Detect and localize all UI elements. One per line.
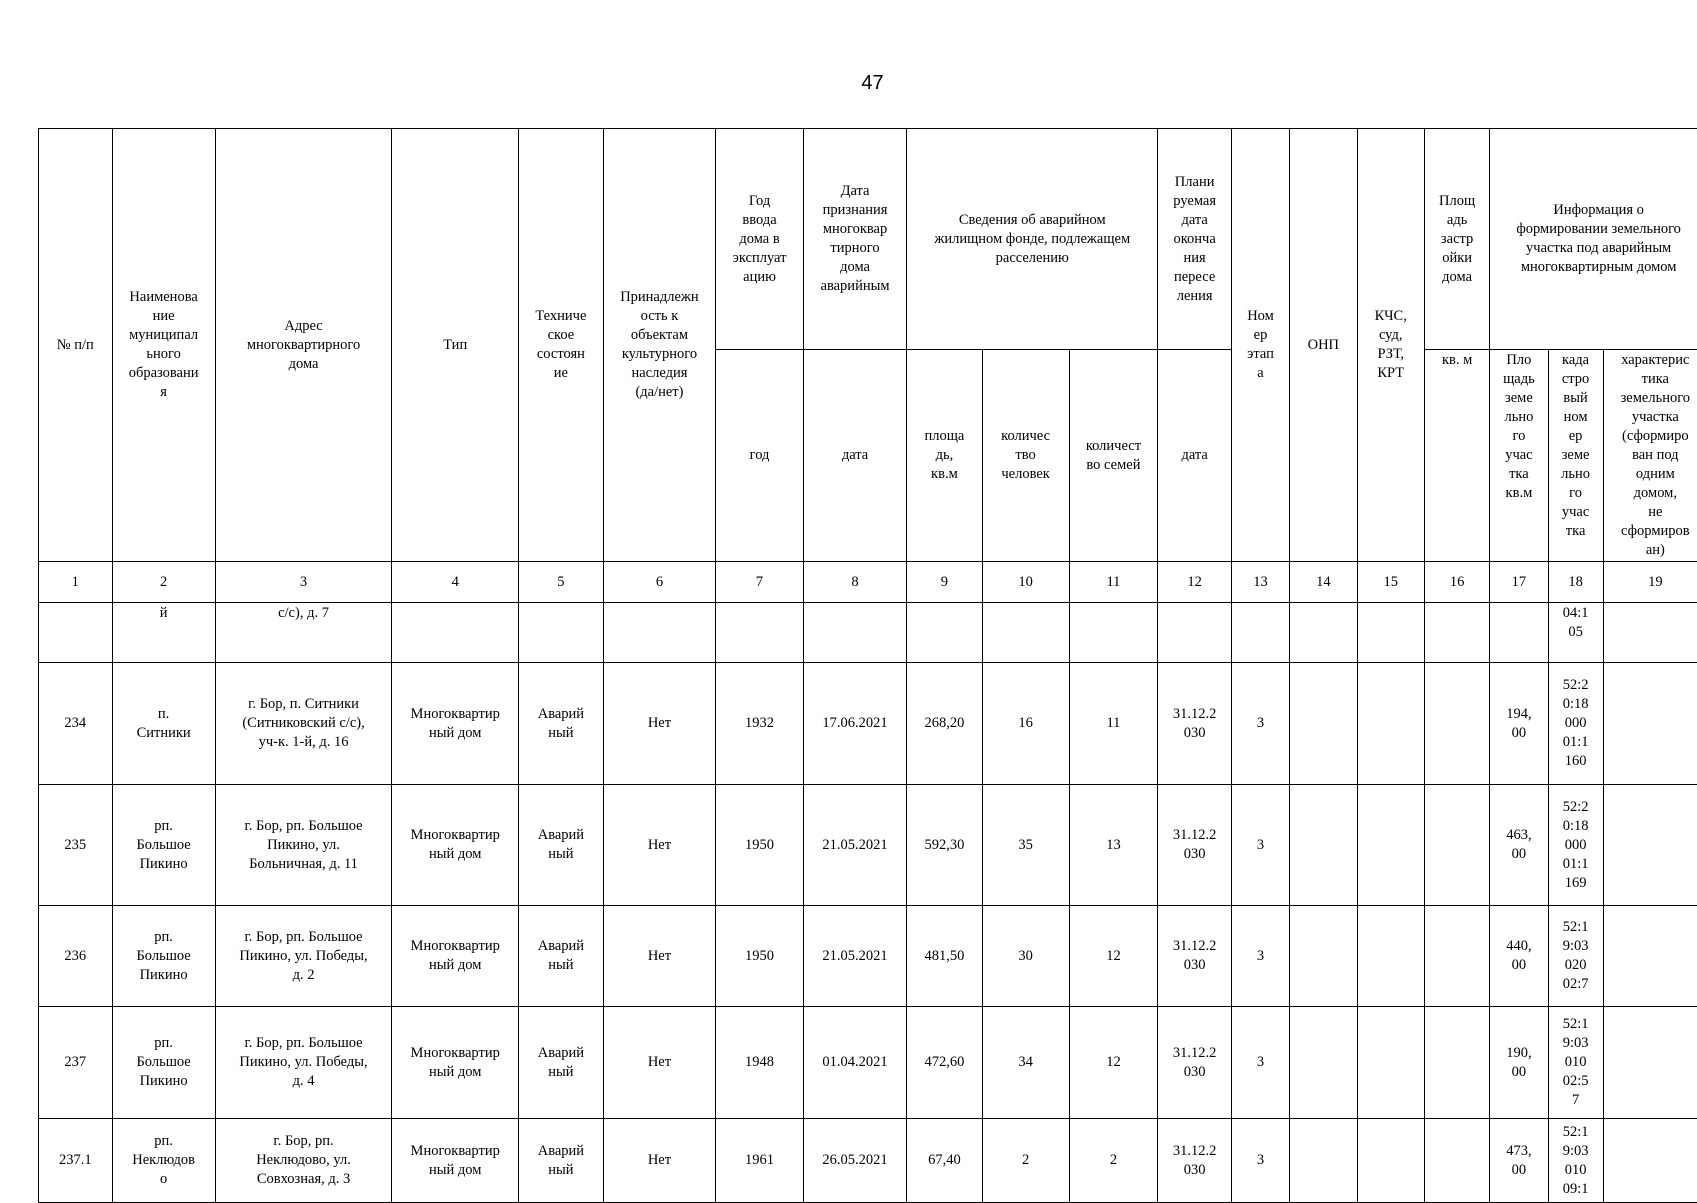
cell-plot-area: 194, 00 bbox=[1490, 663, 1548, 785]
column-number: 17 bbox=[1490, 562, 1548, 603]
cell-commission-year: 1950 bbox=[716, 906, 804, 1007]
subheader-area: площа дь, кв.м bbox=[907, 350, 983, 562]
cell-row-number: 234 bbox=[39, 663, 113, 785]
cell-plot-area: 440, 00 bbox=[1490, 906, 1548, 1007]
subheader-cadastral: када стро вый ном ер земе льно го учас тка bbox=[1548, 350, 1603, 562]
cell-families: 13 bbox=[1069, 785, 1158, 906]
cell-plot-characteristic bbox=[1603, 785, 1697, 906]
header-onp: ОНП bbox=[1290, 129, 1357, 562]
cell-built-area bbox=[1424, 1007, 1489, 1119]
cell-stage: 3 bbox=[1231, 1007, 1289, 1119]
cell-recognition-date: 17.06.2021 bbox=[803, 663, 906, 785]
table-row bbox=[39, 663, 1697, 785]
cell-people: 16 bbox=[982, 663, 1069, 785]
cell-heritage: Нет bbox=[603, 906, 715, 1007]
subheader-people: количес тво человек bbox=[982, 350, 1069, 562]
cell-recognition-date: 21.05.2021 bbox=[803, 785, 906, 906]
cell-commission-year bbox=[716, 603, 804, 663]
subheader-plot-area-unit: кв.м bbox=[1506, 485, 1533, 501]
emergency-housing-table bbox=[38, 128, 1697, 1203]
cell-area: 481,50 bbox=[907, 906, 983, 1007]
subheader-plot-area-title: Пло щадь земе льно го учас тка bbox=[1503, 352, 1535, 482]
cell-planned-end: 31.12.2 030 bbox=[1158, 1119, 1232, 1203]
cell-heritage: Нет bbox=[603, 785, 715, 906]
cell-families: 11 bbox=[1069, 663, 1158, 785]
cell-onp bbox=[1290, 603, 1357, 663]
cell-heritage: Нет bbox=[603, 1119, 715, 1203]
cell-kchs bbox=[1357, 663, 1424, 785]
cell-heritage: Нет bbox=[603, 1007, 715, 1119]
cell-type: Многоквартир ный дом bbox=[392, 1119, 519, 1203]
column-number: 16 bbox=[1424, 562, 1489, 603]
cell-plot-area: 190, 00 bbox=[1490, 1007, 1548, 1119]
cell-type: Многоквартир ный дом bbox=[392, 906, 519, 1007]
cell-cadastral-number: 52:2 0:18 000 01:1 169 bbox=[1548, 785, 1603, 906]
cell-onp bbox=[1290, 1007, 1357, 1119]
cell-stage: 3 bbox=[1231, 785, 1289, 906]
cell-recognition-date: 21.05.2021 bbox=[803, 906, 906, 1007]
cell-technical-state: Аварий ный bbox=[519, 1119, 604, 1203]
cell-onp bbox=[1290, 785, 1357, 906]
table-body bbox=[39, 603, 1697, 1203]
cell-address: г. Бор, рп. Большое Пикино, ул. Победы, д. 4 bbox=[215, 1007, 392, 1119]
cell-plot-characteristic bbox=[1603, 603, 1697, 663]
cell-built-area bbox=[1424, 1119, 1489, 1203]
header-address: Адрес многоквартирного дома bbox=[215, 129, 392, 562]
column-number: 11 bbox=[1069, 562, 1158, 603]
header-technical-state: Техниче ское состоян ие bbox=[519, 129, 604, 562]
cell-onp bbox=[1290, 906, 1357, 1007]
column-number: 13 bbox=[1231, 562, 1289, 603]
cell-address: г. Бор, рп. Большое Пикино, ул. Больничная, д. 11 bbox=[215, 785, 392, 906]
cell-kchs bbox=[1357, 1007, 1424, 1119]
column-number: 3 bbox=[215, 562, 392, 603]
cell-planned-end: 31.12.2 030 bbox=[1158, 663, 1232, 785]
cell-people: 35 bbox=[982, 785, 1069, 906]
column-number: 8 bbox=[803, 562, 906, 603]
column-number: 5 bbox=[519, 562, 604, 603]
cell-stage bbox=[1231, 603, 1289, 663]
cell-planned-end bbox=[1158, 603, 1232, 663]
cell-municipality: п. Ситники bbox=[112, 663, 215, 785]
column-number: 2 bbox=[112, 562, 215, 603]
cell-plot-area: 463, 00 bbox=[1490, 785, 1548, 906]
column-number: 1 bbox=[39, 562, 113, 603]
table-row bbox=[39, 906, 1697, 1007]
cell-address: с/с), д. 7 bbox=[215, 603, 392, 663]
header-commission-year: Год ввода дома в эксплуат ацию bbox=[716, 129, 804, 350]
header-recognition-date: Дата признания многоквар тирного дома аварийным bbox=[803, 129, 906, 350]
subheader-families: количест во семей bbox=[1069, 350, 1158, 562]
column-number: 19 bbox=[1603, 562, 1697, 603]
cell-municipality: й bbox=[112, 603, 215, 663]
subheader-end-date: дата bbox=[1158, 350, 1232, 562]
cell-people: 34 bbox=[982, 1007, 1069, 1119]
column-number: 9 bbox=[907, 562, 983, 603]
cell-kchs bbox=[1357, 906, 1424, 1007]
cell-address: г. Бор, п. Ситники (Ситниковский с/с), уч-к. 1-й, д. 16 bbox=[215, 663, 392, 785]
column-number: 14 bbox=[1290, 562, 1357, 603]
cell-technical-state: Аварий ный bbox=[519, 663, 604, 785]
cell-plot-characteristic bbox=[1603, 1007, 1697, 1119]
cell-type: Многоквартир ный дом bbox=[392, 663, 519, 785]
header-heritage: Принадлежн ость к объектам культурного наследия (да/нет) bbox=[603, 129, 715, 562]
cell-plot-characteristic bbox=[1603, 906, 1697, 1007]
cell-families: 12 bbox=[1069, 906, 1158, 1007]
cell-families: 12 bbox=[1069, 1007, 1158, 1119]
table-row bbox=[39, 1007, 1697, 1119]
cell-planned-end: 31.12.2 030 bbox=[1158, 906, 1232, 1007]
subheader-plot-characteristic: характерис тика земельного участка (сформиро ван под одним домом, не сформиров ан) bbox=[1603, 350, 1697, 562]
cell-address: г. Бор, рп. Большое Пикино, ул. Победы, д. 2 bbox=[215, 906, 392, 1007]
cell-people: 2 bbox=[982, 1119, 1069, 1203]
cell-technical-state: Аварий ный bbox=[519, 906, 604, 1007]
subheader-plot-area bbox=[1490, 350, 1548, 562]
cell-kchs bbox=[1357, 1119, 1424, 1203]
cell-planned-end: 31.12.2 030 bbox=[1158, 1007, 1232, 1119]
column-number: 10 bbox=[982, 562, 1069, 603]
page-number: 47 bbox=[0, 72, 1697, 95]
column-number: 6 bbox=[603, 562, 715, 603]
header-housing-info: Сведения об аварийном жилищном фонде, подлежащем расселению bbox=[907, 129, 1158, 350]
cell-area: 67,40 bbox=[907, 1119, 983, 1203]
column-number: 7 bbox=[716, 562, 804, 603]
cell-people: 30 bbox=[982, 906, 1069, 1007]
cell-people bbox=[982, 603, 1069, 663]
cell-area bbox=[907, 603, 983, 663]
column-number: 12 bbox=[1158, 562, 1232, 603]
cell-planned-end: 31.12.2 030 bbox=[1158, 785, 1232, 906]
header-stage: Ном ер этап а bbox=[1231, 129, 1289, 562]
cell-cadastral-number: 52:1 9:03 010 09:1 bbox=[1548, 1119, 1603, 1203]
cell-commission-year: 1961 bbox=[716, 1119, 804, 1203]
cell-area: 472,60 bbox=[907, 1007, 983, 1119]
cell-built-area bbox=[1424, 603, 1489, 663]
header-municipality: Наименова ние муниципал ьного образовани я bbox=[112, 129, 215, 562]
cell-kchs bbox=[1357, 785, 1424, 906]
table-row bbox=[39, 603, 1697, 663]
cell-row-number: 235 bbox=[39, 785, 113, 906]
cell-kchs bbox=[1357, 603, 1424, 663]
cell-area: 268,20 bbox=[907, 663, 983, 785]
cell-row-number bbox=[39, 603, 113, 663]
column-number: 4 bbox=[392, 562, 519, 603]
cell-area: 592,30 bbox=[907, 785, 983, 906]
cell-commission-year: 1932 bbox=[716, 663, 804, 785]
cell-commission-year: 1950 bbox=[716, 785, 804, 906]
cell-families bbox=[1069, 603, 1158, 663]
cell-built-area bbox=[1424, 785, 1489, 906]
column-number: 18 bbox=[1548, 562, 1603, 603]
cell-onp bbox=[1290, 1119, 1357, 1203]
cell-technical-state: Аварий ный bbox=[519, 1007, 604, 1119]
cell-onp bbox=[1290, 663, 1357, 785]
cell-row-number: 236 bbox=[39, 906, 113, 1007]
cell-heritage: Нет bbox=[603, 663, 715, 785]
header-type: Тип bbox=[392, 129, 519, 562]
table-row bbox=[39, 785, 1697, 906]
cell-address: г. Бор, рп. Неклюдово, ул. Совхозная, д. 3 bbox=[215, 1119, 392, 1203]
cell-recognition-date bbox=[803, 603, 906, 663]
header-planned-end: Плани руемая дата оконча ния пересе ления bbox=[1158, 129, 1232, 350]
cell-commission-year: 1948 bbox=[716, 1007, 804, 1119]
cell-technical-state bbox=[519, 603, 604, 663]
cell-plot-characteristic bbox=[1603, 663, 1697, 785]
cell-row-number: 237.1 bbox=[39, 1119, 113, 1203]
cell-type: Многоквартир ный дом bbox=[392, 1007, 519, 1119]
cell-cadastral-number: 52:1 9:03 020 02:7 bbox=[1548, 906, 1603, 1007]
cell-built-area bbox=[1424, 663, 1489, 785]
cell-municipality: рп. Большое Пикино bbox=[112, 785, 215, 906]
column-number-row bbox=[39, 562, 1697, 603]
cell-plot-characteristic bbox=[1603, 1119, 1697, 1203]
cell-recognition-date: 01.04.2021 bbox=[803, 1007, 906, 1119]
header-plot-info: Информация о формировании земельного участка под аварийным многоквартирным домом bbox=[1490, 129, 1697, 350]
cell-municipality: рп. Большое Пикино bbox=[112, 1007, 215, 1119]
cell-type: Многоквартир ный дом bbox=[392, 785, 519, 906]
cell-stage: 3 bbox=[1231, 1119, 1289, 1203]
cell-row-number: 237 bbox=[39, 1007, 113, 1119]
subheader-date: дата bbox=[803, 350, 906, 562]
header-built-area: Площ адь застр ойки дома bbox=[1424, 129, 1489, 350]
cell-heritage bbox=[603, 603, 715, 663]
cell-cadastral-number: 52:2 0:18 000 01:1 160 bbox=[1548, 663, 1603, 785]
cell-cadastral-number: 52:1 9:03 010 02:5 7 bbox=[1548, 1007, 1603, 1119]
header-row-number: № п/п bbox=[39, 129, 113, 562]
cell-families: 2 bbox=[1069, 1119, 1158, 1203]
cell-technical-state: Аварий ный bbox=[519, 785, 604, 906]
subheader-built-area-unit: кв. м bbox=[1424, 350, 1489, 562]
cell-municipality: рп. Большое Пикино bbox=[112, 906, 215, 1007]
cell-plot-area: 473, 00 bbox=[1490, 1119, 1548, 1203]
cell-stage: 3 bbox=[1231, 906, 1289, 1007]
cell-recognition-date: 26.05.2021 bbox=[803, 1119, 906, 1203]
cell-built-area bbox=[1424, 906, 1489, 1007]
column-number: 15 bbox=[1357, 562, 1424, 603]
table-row bbox=[39, 1119, 1697, 1203]
cell-type bbox=[392, 603, 519, 663]
header-kchs: КЧС, суд, РЗТ, КРТ bbox=[1357, 129, 1424, 562]
cell-stage: 3 bbox=[1231, 663, 1289, 785]
cell-cadastral-number: 04:1 05 bbox=[1548, 603, 1603, 663]
cell-municipality: рп. Неклюдов о bbox=[112, 1119, 215, 1203]
subheader-year: год bbox=[716, 350, 804, 562]
cell-plot-area bbox=[1490, 603, 1548, 663]
